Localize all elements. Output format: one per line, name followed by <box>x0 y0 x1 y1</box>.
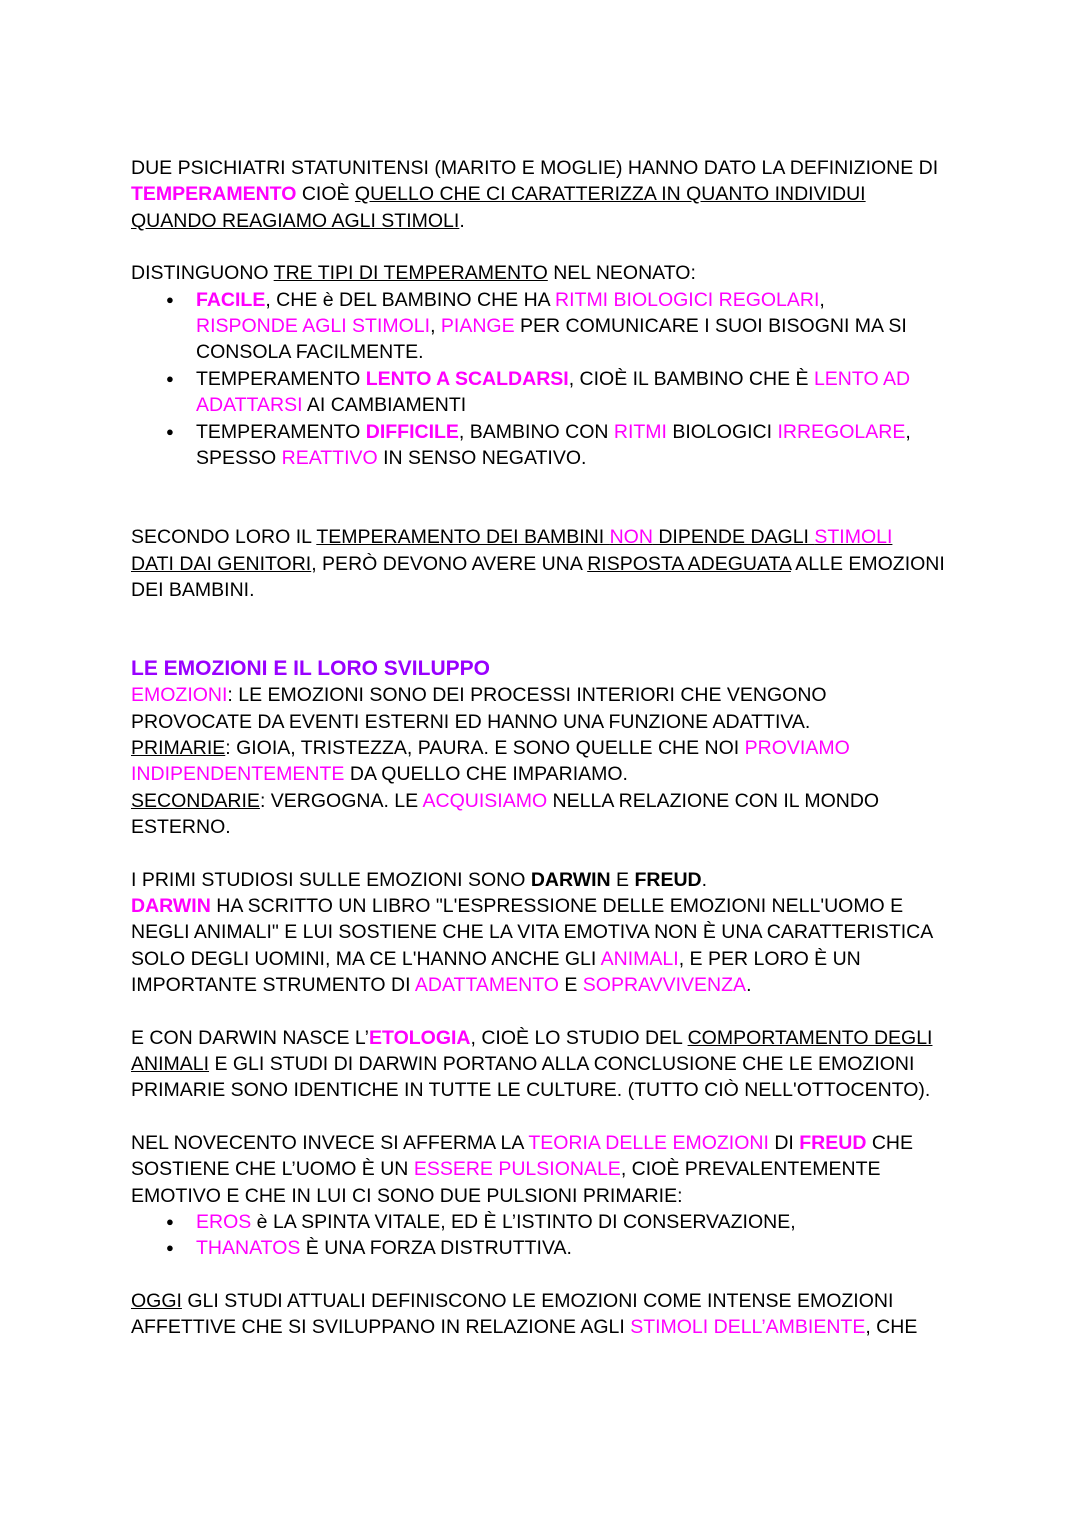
document-page <box>131 155 951 1341</box>
today-paragraph: OGGI GLI STUDI ATTUALI DEFINISCONO LE EMOZIONI COME INTENSE EMOZIONI AFFETTIVE CHE SI SVILUPPANO IN RELAZIONE AGLI STIMOLI DELL’AMBIENTE, CHE <box>131 1289 918 1339</box>
darwin-paragraph: DARWIN HA SCRITTO UN LIBRO "L'ESPRESSIONE DELLE EMOZIONI NELL'UOMO E NEGLI ANIMALI" E LUI SOSTIENE CHE LA VITA EMOTIVA NON È UNA CARATTERISTICA SOLO DEGLI UOMINI, MA CE L'HANNO ANCHE GLI ANIMALI, E PER LORO È UN IMPORTANTE STRUMENTO DI ADATTAMENTO E SOPRAVVIVENZA. <box>131 894 933 997</box>
temperament-term: TEMPERAMENTO <box>131 183 297 206</box>
list-item: ● THANATOS È UNA FORZA DISTRUTTIVA. <box>131 1235 951 1261</box>
primary-emotions: PRIMARIE: GIOIA, TRISTEZZA, PAURA. E SONO QUELLE CHE NOI PROVIAMO INDIPENDENTEMENTE DA QUELLO CHE IMPARIAMO. <box>131 736 850 786</box>
temperament-definition: QUELLO CHE CI CARATTERIZZA IN QUANTO INDIVIDUI QUANDO REAGIAMO AGLI STIMOLI <box>131 183 866 232</box>
intro-paragraph: DUE PSICHIATRI STATUNITENSI (MARITO E MOGLIE) HANNO DATO LA DEFINIZIONE DI TEMPERAMENTO CIOÈ QUELLO CHE CI CARATTERIZZA IN QUANTO INDIVIDUI QUANDO REAGIAMO AGLI STIMOLI. <box>131 157 939 232</box>
drives-list <box>131 1209 951 1262</box>
types-intro: DISTINGUONO TRE TIPI DI TEMPERAMENTO NEL NEONATO: <box>131 262 696 285</box>
section-heading: LE EMOZIONI E IL LORO SVILUPPO <box>131 656 490 680</box>
emotions-definition: EMOZIONI: LE EMOZIONI SONO DEI PROCESSI INTERIORI CHE VENGONO PROVOCATE DA EVENTI ESTERNI ED HANNO UNA FUNZIONE ADATTIVA. <box>131 684 827 733</box>
list-item: ● EROS è LA SPINTA VITALE, ED È L’ISTINTO DI CONSERVAZIONE, <box>131 1209 951 1235</box>
according-paragraph: SECONDO LORO IL TEMPERAMENTO DEI BAMBINI NON DIPENDE DAGLI STIMOLI DATI DAI GENITORI, PERÒ DEVONO AVERE UNA RISPOSTA ADEGUATA ALLE EMOZIONI DEI BAMBINI. <box>131 526 945 602</box>
secondary-emotions: SECONDARIE: VERGOGNA. LE ACQUISIAMO NELLA RELAZIONE CON IL MONDO ESTERNO. <box>131 789 880 839</box>
list-item: ● FACILE, CHE è DEL BAMBINO CHE HA RITMI BIOLOGICI REGOLARI, RISPONDE AGLI STIMOLI, PIANGE PER COMUNICARE I SUOI BISOGNI MA SI CONSOLA FACILMENTE. <box>131 287 951 366</box>
freud-paragraph: NEL NOVECENTO INVECE SI AFFERMA LA TEORIA DELLE EMOZIONI DI FREUD CHE SOSTIENE CHE L’UOMO È UN ESSERE PULSIONALE, CIOÈ PREVALENTEMENTE EMOTIVO E CHE IN LUI CI SONO DUE PULSIONI PRIMARIE: <box>131 1131 914 1207</box>
list-item: ● TEMPERAMENTO LENTO A SCALDARSI, CIOÈ IL BAMBINO CHE È LENTO AD ADATTARSI AI CAMBIAMENTI <box>131 366 951 419</box>
ethology-paragraph: E CON DARWIN NASCE L’ETOLOGIA, CIOÈ LO STUDIO DEL COMPORTAMENTO DEGLI ANIMALI E GLI STUDI DI DARWIN PORTANO ALLA CONCLUSIONE CHE LE EMOZIONI PRIMARIE SONO IDENTICHE IN TUTTE LE CULTURE. (TUTTO CIÒ NELL'OTTOCENTO). <box>131 1026 933 1102</box>
scholars-intro: I PRIMI STUDIOSI SULLE EMOZIONI SONO DARWIN E FREUD. <box>131 868 708 891</box>
temperament-list <box>131 287 951 472</box>
list-item: ● TEMPERAMENTO DIFFICILE, BAMBINO CON RITMI BIOLOGICI IRREGOLARE, SPESSO REATTIVO IN SENSO NEGATIVO. <box>131 419 951 472</box>
